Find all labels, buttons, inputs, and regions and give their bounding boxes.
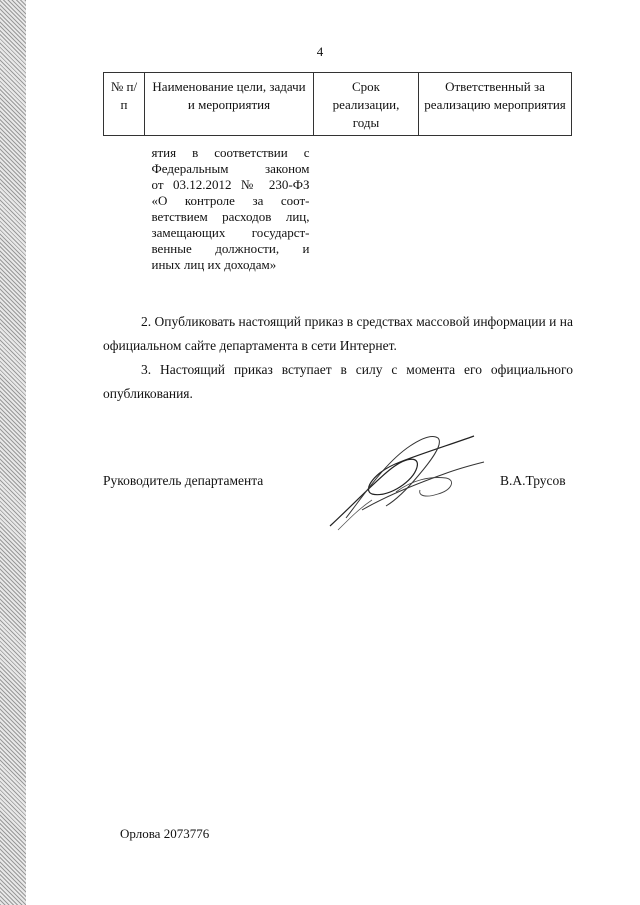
handwritten-signature [326,422,488,532]
paragraph-effective [103,358,573,406]
text-line: от 03.12.2012 № 230-ФЗ [151,177,310,192]
page-number: 4 [316,44,324,59]
text-line: Федеральным законом [151,161,310,176]
text-line: венные должности, и [151,241,310,256]
cell-name [145,136,314,274]
executor-note: Орлова 2073776 [120,826,210,841]
paragraph-publish-text: 2. Опубликовать настоящий приказ в средствах массовой информации и на официальном сайте департамента в сети Интернет. [103,314,573,353]
table-row [104,136,572,274]
text-line: иных лиц их доходам» [151,257,277,272]
paragraph-effective-text: 3. Настоящий приказ вступает в силу с момента его официального опубликования. [103,362,573,401]
text-line: «О контроле за соот- [151,193,310,208]
text-line: ятия в соответствии с [151,145,310,160]
paragraph-publish [103,310,573,358]
text-line: ветствием расходов лиц, [151,209,310,224]
cell-number [104,136,145,274]
header-name: Наименование цели, задачи и мероприятия [145,73,314,136]
scan-edge [0,0,26,905]
continued-text [145,136,314,273]
cell-responsible [419,136,572,274]
header-responsible: Ответственный за реализацию мероприятия [419,73,572,136]
plan-table [103,72,572,273]
signer-name: В.А.Трусов [500,473,566,488]
header-number: № п/п [104,73,145,136]
signer-position: Руководитель департамента [103,473,264,488]
text-line: замещающих государст- [151,225,310,240]
header-term: Срок реализации, годы [314,73,419,136]
table-header-row [104,73,572,136]
cell-term [314,136,419,274]
